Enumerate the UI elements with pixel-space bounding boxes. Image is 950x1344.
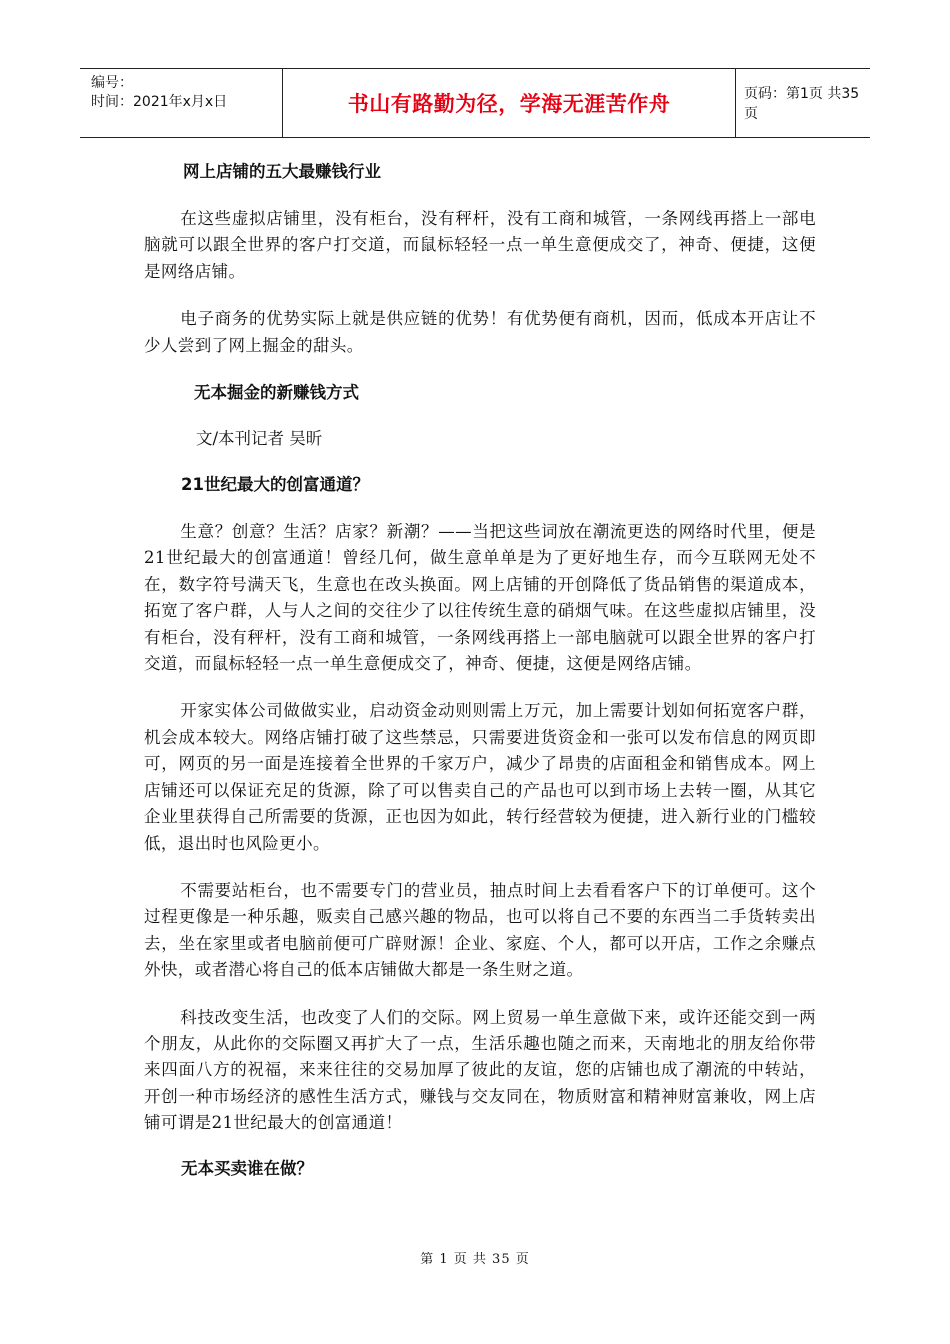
header-motto-cell [283,69,736,137]
doc-number-label: 编号： [91,75,133,91]
header-motto: 书山有路勤为径，学海无涯苦作舟 [347,92,671,116]
header-meta-cell [80,69,283,137]
section-heading-2: 无本买卖谁在做？ [181,1158,313,1178]
article-body [144,158,816,1183]
section-heading-1: 21世纪最大的创富通道？ [181,475,369,495]
section1-paragraph-4: 科技改变生活，也改变了人们的交际。网上贸易一单生意做下来，或许还能交到一两个朋友，从此你的交际圈又再扩大了一点，生活乐趣也随之而来，天南地北的朋友给你带来四面八方的祝福，来来往往的交易加厚了彼此的友谊，您的店铺也成了潮流的中转站，开创一种市场经济的感性生活方式，赚钱与交友同在，物质财富和精神财富兼收，网上店铺可谓是21世纪最大的创富通道！ [144,1007,816,1133]
section1-paragraph-3: 不需要站柜台，也不需要专门的营业员，抽点时间上去看看客户下的订单便可。这个过程更像是一种乐趣，贩卖自己感兴趣的物品，也可以将自己不要的东西当二手货转卖出去，坐在家里或者电脑前便可广辟财源！企业、家庭、个人，都可以开店，工作之余赚点外快，或者潜心将自己的低本店铺做大都是一条生财之道。 [144,880,816,980]
article-title: 网上店铺的五大最赚钱行业 [183,162,381,181]
header-page-cell [736,69,870,137]
page-footer: 第 1 页 共 35 页 [420,1252,530,1267]
document-header [80,68,870,138]
intro-paragraph-1: 在这些虚拟店铺里，没有柜台，没有秤杆，没有工商和城管，一条网线再搭上一部电脑就可以跟全世界的客户打交道，而鼠标轻轻一点一单生意便成交了，神奇、便捷，这便是网络店铺。 [144,209,816,281]
header-page-code: 页码：第1页 共35页 [744,86,860,122]
article-byline: 文/本刊记者 吴昕 [196,429,323,449]
section1-paragraph-1: 生意？创意？生活？店家？新潮？——当把这些词放在潮流更迭的网络时代里，便是21世纪最大的创富通道！曾经几何，做生意单单是为了更好地生存，而今互联网无处不在，数字符号满天飞，生意也在改头换面。网上店铺的开创降低了货品销售的渠道成本，拓宽了客户群，人与人之间的交往少了以往传统生意的硝烟气味。在这些虚拟店铺里，没有柜台，没有秤杆，没有工商和城管，一条网线再搭上一部电脑就可以跟全世界的客户打交道，而鼠标轻轻一点一单生意便成交了，神奇、便捷，这便是网络店铺。 [144,522,816,674]
section1-paragraph-2: 开家实体公司做做实业，启动资金动则则需上万元，加上需要计划如何拓宽客户群，机会成本较大。网络店铺打破了这些禁忌，只需要进货资金和一张可以发布信息的网页即可，网页的另一面是连接着全世界的千家万户，减少了昂贵的店面租金和销售成本。网上店铺还可以保证充足的货源，除了可以售卖自己的产品也可以到市场上去转一圈，从其它企业里获得自己所需要的货源，正也因为如此，转行经营较为便捷，进入新行业的门槛较低，退出时也风险更小。 [144,701,816,853]
article-subtitle: 无本掘金的新赚钱方式 [194,383,359,403]
intro-paragraph-2: 电子商务的优势实际上就是供应链的优势！有优势便有商机，因而，低成本开店让不少人尝到了网上掘金的甜头。 [144,309,816,355]
doc-time-label: 时间：2021年x月x日 [91,94,228,110]
